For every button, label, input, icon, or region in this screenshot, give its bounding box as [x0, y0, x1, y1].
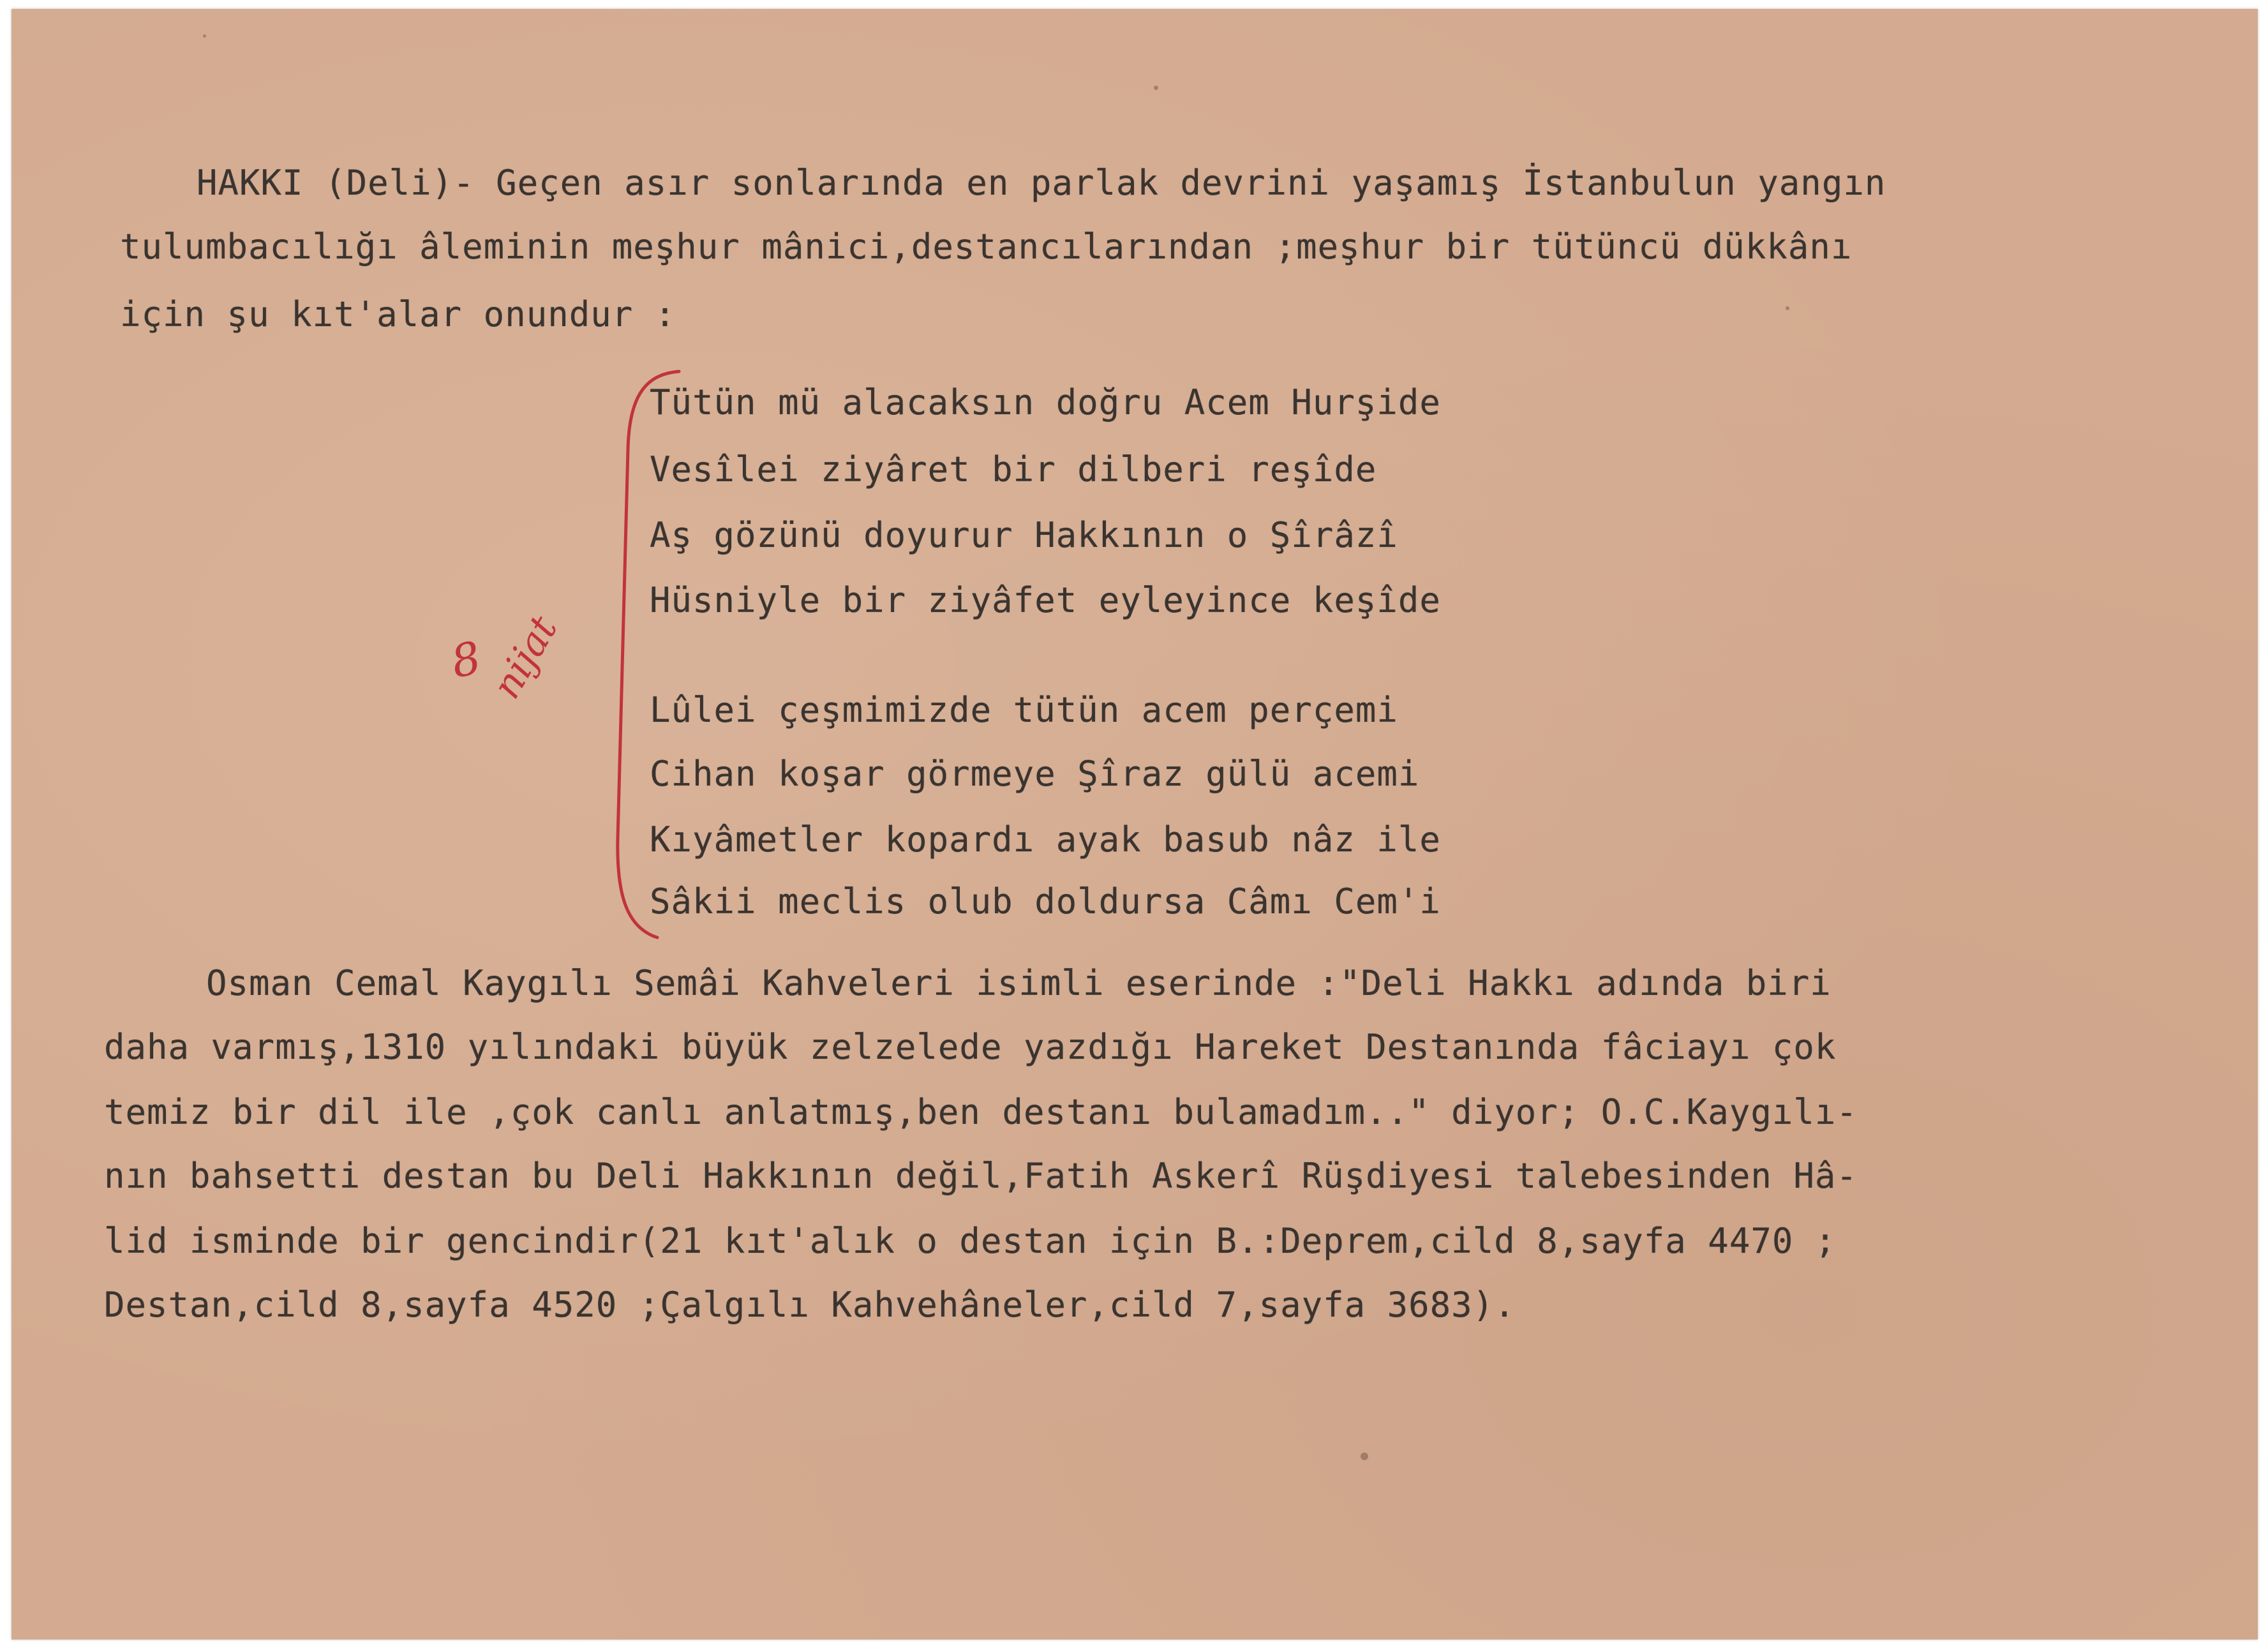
intro-line-3: için şu kıt'alar onundur : — [120, 294, 676, 334]
verse-1-line-3: Aş gözünü doyurur Hakkının o Şîrâzî — [650, 515, 1398, 555]
intro-line-2: tulumbacılığı âleminin meşhur mânici,destancılarından ;meşhur bir tütüncü dükkânı — [120, 227, 1853, 267]
paper-speck — [1154, 86, 1158, 90]
closing-line-1: Osman Cemal Kaygılı Semâi Kahveleri isimli eserinde :"Deli Hakkı adında biri — [206, 963, 1832, 1003]
verse-1-line-4: Hüsniyle bir ziyâfet eyleyince keşîde — [650, 580, 1441, 620]
verse-2-line-4: Sâkii meclis olub doldursa Câmı Cem'i — [650, 881, 1441, 922]
verse-2-line-1: Lûlei çeşmimizde tütün acem perçemi — [650, 690, 1398, 730]
margin-note-word: nijat — [484, 608, 567, 706]
red-margin-brace — [11, 9, 713, 966]
verse-1-line-1: Tütün mü alacaksın doğru Acem Hurşide — [650, 382, 1441, 422]
closing-line-3: temiz bir dil ile ,çok canlı anlatmış,ben destanı bulamadım.." diyor; O.C.Kaygılı- — [104, 1092, 1858, 1132]
paper-speck — [1786, 306, 1789, 310]
verse-2-line-3: Kıyâmetler kopardı ayak basub nâz ile — [650, 819, 1441, 860]
paper-speck — [1361, 1453, 1368, 1460]
intro-line-1: HAKKI (Deli)- Geçen asır sonlarında en parlak devrini yaşamış İstanbulun yangın — [197, 163, 1886, 203]
closing-line-2: daha varmış,1310 yılındaki büyük zelzelede yazdığı Hareket Destanında fâciayı çok — [104, 1027, 1837, 1067]
paper-speck — [203, 34, 206, 38]
closing-line-5: lid isminde bir gencindir(21 kıt'alık o destan için B.:Deprem,cild 8,sayfa 4470 ; — [104, 1221, 1837, 1261]
margin-note-number: 8 — [446, 631, 486, 689]
verse-2-line-2: Cihan koşar görmeye Şîraz gülü acemi — [650, 754, 1420, 794]
closing-line-4: nın bahsetti destan bu Deli Hakkının değil,Fatih Askerî Rüşdiyesi talebesinden Hâ- — [104, 1156, 1858, 1196]
document-page — [11, 9, 2258, 1640]
closing-line-6: Destan,cild 8,sayfa 4520 ;Çalgılı Kahvehâneler,cild 7,sayfa 3683). — [104, 1285, 1516, 1325]
verse-1-line-2: Vesîlei ziyâret bir dilberi reşîde — [650, 449, 1377, 489]
